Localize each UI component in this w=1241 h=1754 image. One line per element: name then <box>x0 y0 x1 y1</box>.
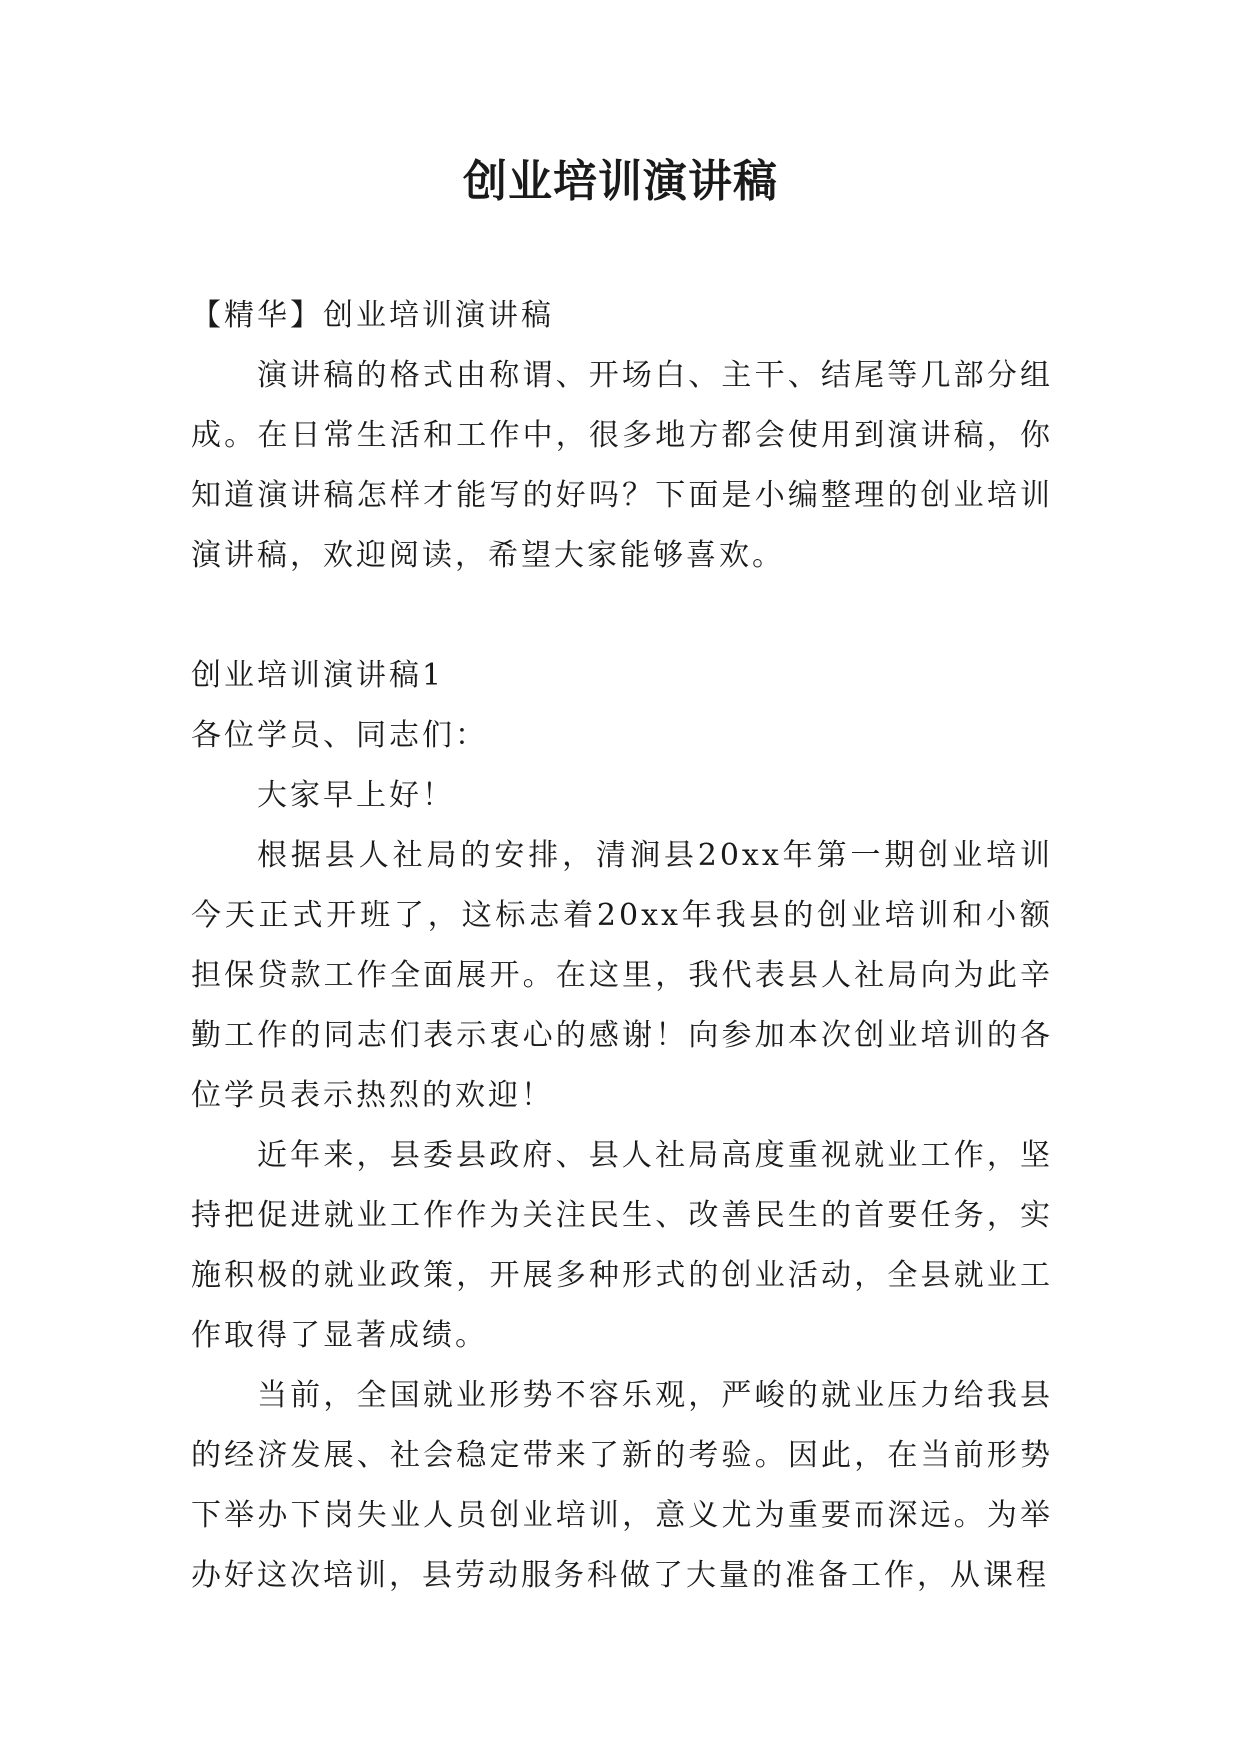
body-paragraph-3: 当前，全国就业形势不容乐观，严峻的就业压力给我县的经济发展、社会稳定带来了新的考验。因此，在当前形势下举办下岗失业人员创业培训，意义尤为重要而深远。为举办好这次培训，县劳动服务科做了大量的准备工作，从课程 <box>191 1378 1053 1593</box>
intro-paragraph: 演讲稿的格式由称谓、开场白、主干、结尾等几部分组成。在日常生活和工作中，很多地方都会使用到演讲稿，你知道演讲稿怎样才能写的好吗？下面是小编整理的创业培训演讲稿，欢迎阅读，希望大家能够喜欢。 <box>191 358 1053 573</box>
body-paragraph-2: 近年来，县委县政府、县人社局高度重视就业工作，坚持把促进就业工作作为关注民生、改善民生的首要任务，实施积极的就业政策，开展多种形式的创业活动，全县就业工作取得了显著成绩。 <box>191 1138 1053 1353</box>
body-paragraph-1: 根据县人社局的安排，清涧县20xx年第一期创业培训今天正式开班了，这标志着20xx年我县的创业培训和小额担保贷款工作全面展开。在这里，我代表县人社局向为此辛勤工作的同志们表示衷心的感谢！向参加本次创业培训的各位学员表示热烈的欢迎！ <box>191 838 1053 1113</box>
document-body <box>191 286 1053 1606</box>
section-heading: 创业培训演讲稿1 <box>191 658 445 693</box>
greeting: 大家早上好！ <box>257 778 455 813</box>
document-title: 创业培训演讲稿 <box>463 156 778 207</box>
paragraph-gap <box>191 586 1053 646</box>
document-subtitle: 【精华】创业培训演讲稿 <box>191 298 554 333</box>
salutation: 各位学员、同志们： <box>191 718 488 753</box>
